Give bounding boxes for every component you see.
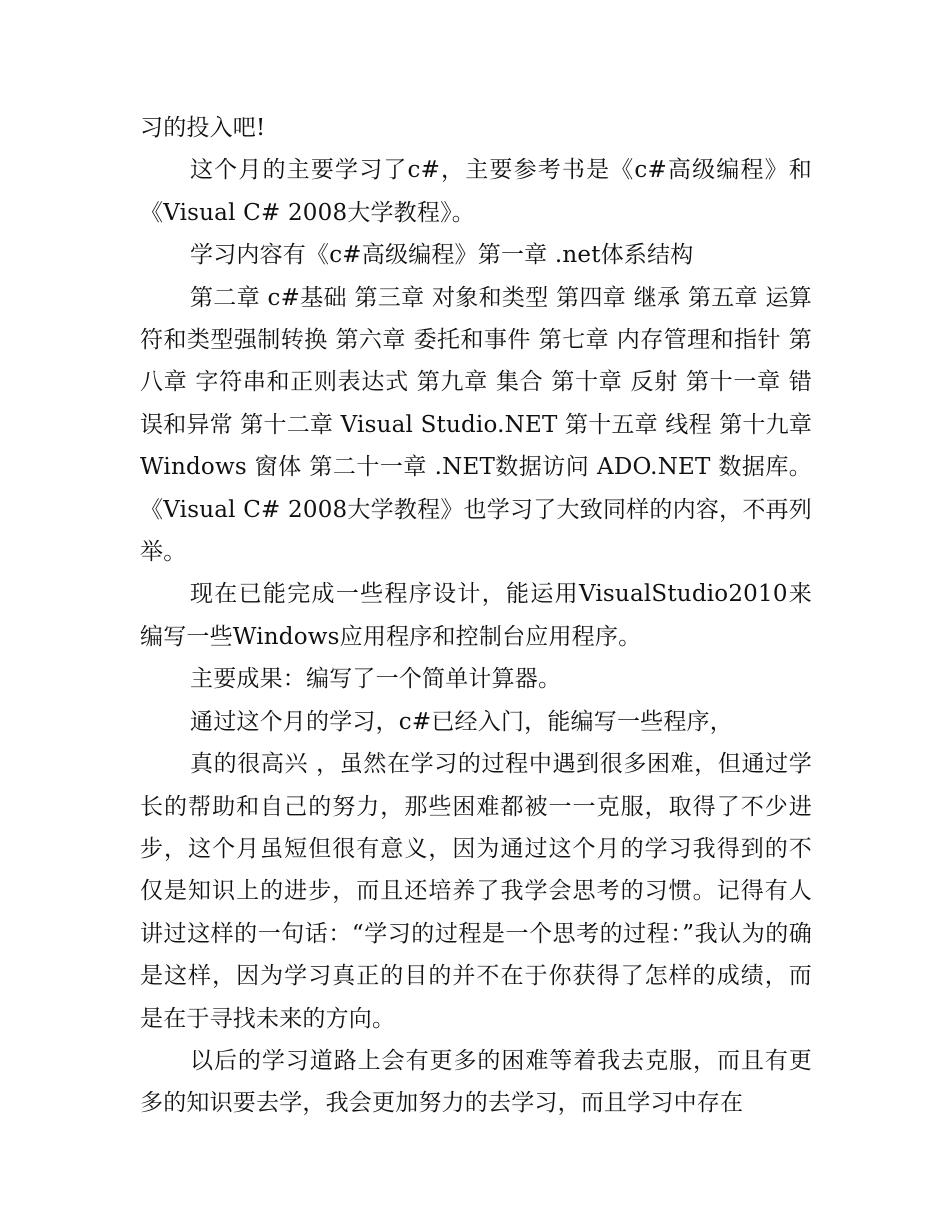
paragraph-2: 这个月的主要学习了c#，主要参考书是《c#高级编程》和《Visual C# 2008大学教程》。 xyxy=(140,157,812,226)
paragraph-9: 以后的学习道路上会有更多的困难等着我去克服，而且有更多的知识要去学，我会更加努力的去学习，而且学习中存在 xyxy=(140,1047,812,1117)
paragraph-1: 习的投入吧! xyxy=(140,115,266,141)
paragraph-3: 学习内容有《c#高级编程》第一章 .net体系结构 xyxy=(190,242,694,269)
paragraph-5: 现在已能完成一些程序设计，能运用VisualStudio2010来编写一些Windows应用程序和控制台应用程序。 xyxy=(140,581,812,650)
paragraph-6: 主要成果：编写了一个简单计算器。 xyxy=(190,666,562,693)
paragraph-7: 通过这个月的学习，c#已经入门，能编写一些程序， xyxy=(190,708,733,735)
paragraph-8: 真的很高兴 ，虽然在学习的过程中遇到很多困难，但通过学长的帮助和自己的努力，那些困难都被一一克服，取得了不少进步，这个月虽短但很有意义，因为通过这个月的学习我得到的不仅是知识上的进步，而且还培养了我学会思考的习惯。记得有人讲过这样的一句话：“学习的过程是一个思考的过程：”我认为的确是这样，因为学习真正的目的并不在于你获得了怎样的成绩，而是在于寻找未来的方向。 xyxy=(140,751,812,1032)
document-body xyxy=(140,107,812,1125)
paragraph-4: 第二章 c#基础 第三章 对象和类型 第四章 继承 第五章 运算符和类型强制转换 第六章 委托和事件 第七章 内存管理和指针 第八章 字符串和正则表达式 第九章 集合 第十章 反射 第十一章 错误和异常 第十二章 Visual Studio.NET 第十五章 线程 第十九章 Windows 窗体 第二十一章 .NET数据访问 ADO.NET 数据库。《Visual C# 2008大学教程》也学习了大致同样的内容，不再列举。 xyxy=(140,284,813,566)
